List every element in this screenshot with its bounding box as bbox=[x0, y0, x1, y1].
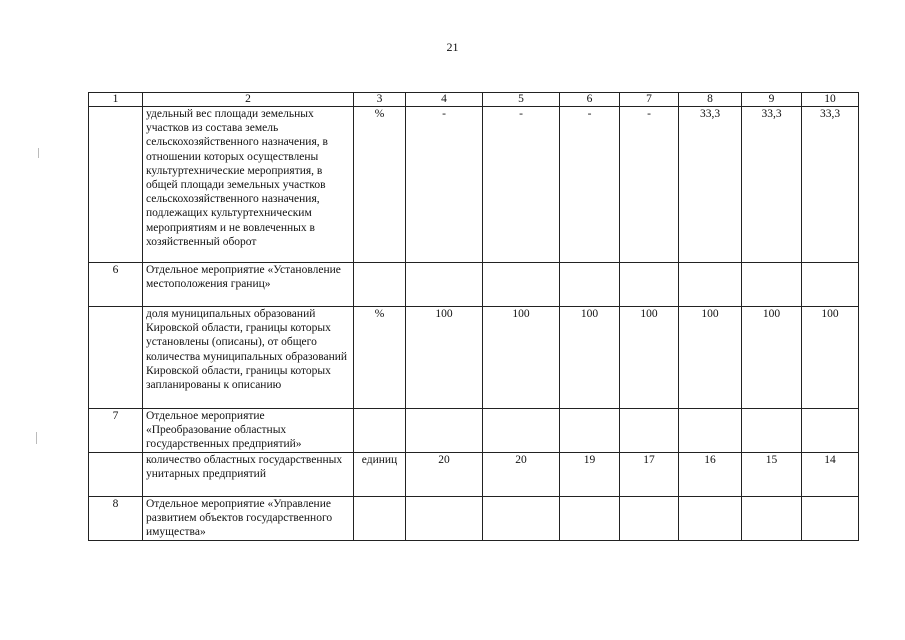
row-value-col4 bbox=[406, 497, 483, 541]
row-value-col6: 100 bbox=[560, 307, 620, 409]
row-description: количество областных государственных унитарных предприятий bbox=[143, 453, 354, 497]
row-value-col9 bbox=[742, 409, 802, 453]
row-value-col4: 100 bbox=[406, 307, 483, 409]
row-value-col5: - bbox=[483, 107, 560, 263]
header-cell: 7 bbox=[620, 93, 679, 107]
row-number: 8 bbox=[89, 497, 143, 541]
row-description: Отдельное мероприятие «Преобразование областных государственных предприятий» bbox=[143, 409, 354, 453]
row-number bbox=[89, 107, 143, 263]
row-number bbox=[89, 453, 143, 497]
table-header-row bbox=[89, 93, 859, 107]
row-unit bbox=[354, 497, 406, 541]
row-value-col7 bbox=[620, 497, 679, 541]
row-description: удельный вес площади земельных участков из состава земель сельскохозяйственного назначения, в отношении которых осуществлены культуртехнические мероприятия, в общей площади земельных участков сельскохозяйственного назначения, подлежащих культуртехническим мероприятиям и не вовлеченных в хозяйственный оборот bbox=[143, 107, 354, 263]
row-value-col8 bbox=[679, 409, 742, 453]
row-value-col10 bbox=[802, 263, 859, 307]
row-unit: единиц bbox=[354, 453, 406, 497]
row-value-col7: 17 bbox=[620, 453, 679, 497]
row-value-col5 bbox=[483, 497, 560, 541]
indicators-table bbox=[88, 92, 859, 541]
header-cell: 1 bbox=[89, 93, 143, 107]
page-number: 21 bbox=[446, 40, 459, 54]
row-value-col9 bbox=[742, 263, 802, 307]
row-number: 7 bbox=[89, 409, 143, 453]
row-value-col10: 33,3 bbox=[802, 107, 859, 263]
row-unit bbox=[354, 409, 406, 453]
row-value-col9: 15 bbox=[742, 453, 802, 497]
row-value-col6 bbox=[560, 409, 620, 453]
row-value-col4 bbox=[406, 409, 483, 453]
row-number bbox=[89, 307, 143, 409]
table-row bbox=[89, 107, 859, 263]
row-value-col10: 14 bbox=[802, 453, 859, 497]
row-value-col6 bbox=[560, 497, 620, 541]
header-cell: 10 bbox=[802, 93, 859, 107]
row-value-col6: 19 bbox=[560, 453, 620, 497]
row-value-col4: - bbox=[406, 107, 483, 263]
row-value-col4: 20 bbox=[406, 453, 483, 497]
table-row bbox=[89, 307, 859, 409]
row-value-col10 bbox=[802, 409, 859, 453]
row-value-col5 bbox=[483, 409, 560, 453]
row-value-col5: 100 bbox=[483, 307, 560, 409]
row-value-col4 bbox=[406, 263, 483, 307]
row-value-col7: 100 bbox=[620, 307, 679, 409]
row-unit: % bbox=[354, 307, 406, 409]
row-value-col8: 33,3 bbox=[679, 107, 742, 263]
table-row bbox=[89, 497, 859, 541]
table-row bbox=[89, 453, 859, 497]
row-value-col10: 100 bbox=[802, 307, 859, 409]
header-cell: 2 bbox=[143, 93, 354, 107]
row-value-col8: 16 bbox=[679, 453, 742, 497]
header-cell: 4 bbox=[406, 93, 483, 107]
row-description: доля муниципальных образований Кировской области, границы которых установлены (описаны), от общего количества муниципальных образований Кировской области, границы которых запланированы к описанию bbox=[143, 307, 354, 409]
header-cell: 8 bbox=[679, 93, 742, 107]
row-description: Отдельное мероприятие «Управление развитием объектов государственного имущества» bbox=[143, 497, 354, 541]
header-cell: 9 bbox=[742, 93, 802, 107]
header-cell: 5 bbox=[483, 93, 560, 107]
row-description: Отдельное мероприятие «Установление местоположения границ» bbox=[143, 263, 354, 307]
row-unit bbox=[354, 263, 406, 307]
table-row bbox=[89, 263, 859, 307]
row-unit: % bbox=[354, 107, 406, 263]
row-value-col7 bbox=[620, 263, 679, 307]
row-value-col5 bbox=[483, 263, 560, 307]
row-value-col9: 33,3 bbox=[742, 107, 802, 263]
table-row bbox=[89, 409, 859, 453]
row-value-col8 bbox=[679, 497, 742, 541]
row-number: 6 bbox=[89, 263, 143, 307]
row-value-col9: 100 bbox=[742, 307, 802, 409]
header-cell: 6 bbox=[560, 93, 620, 107]
row-value-col7 bbox=[620, 409, 679, 453]
row-value-col10 bbox=[802, 497, 859, 541]
row-value-col8: 100 bbox=[679, 307, 742, 409]
row-value-col8 bbox=[679, 263, 742, 307]
row-value-col6: - bbox=[560, 107, 620, 263]
row-value-col7: - bbox=[620, 107, 679, 263]
row-value-col9 bbox=[742, 497, 802, 541]
header-cell: 3 bbox=[354, 93, 406, 107]
row-value-col5: 20 bbox=[483, 453, 560, 497]
row-value-col6 bbox=[560, 263, 620, 307]
